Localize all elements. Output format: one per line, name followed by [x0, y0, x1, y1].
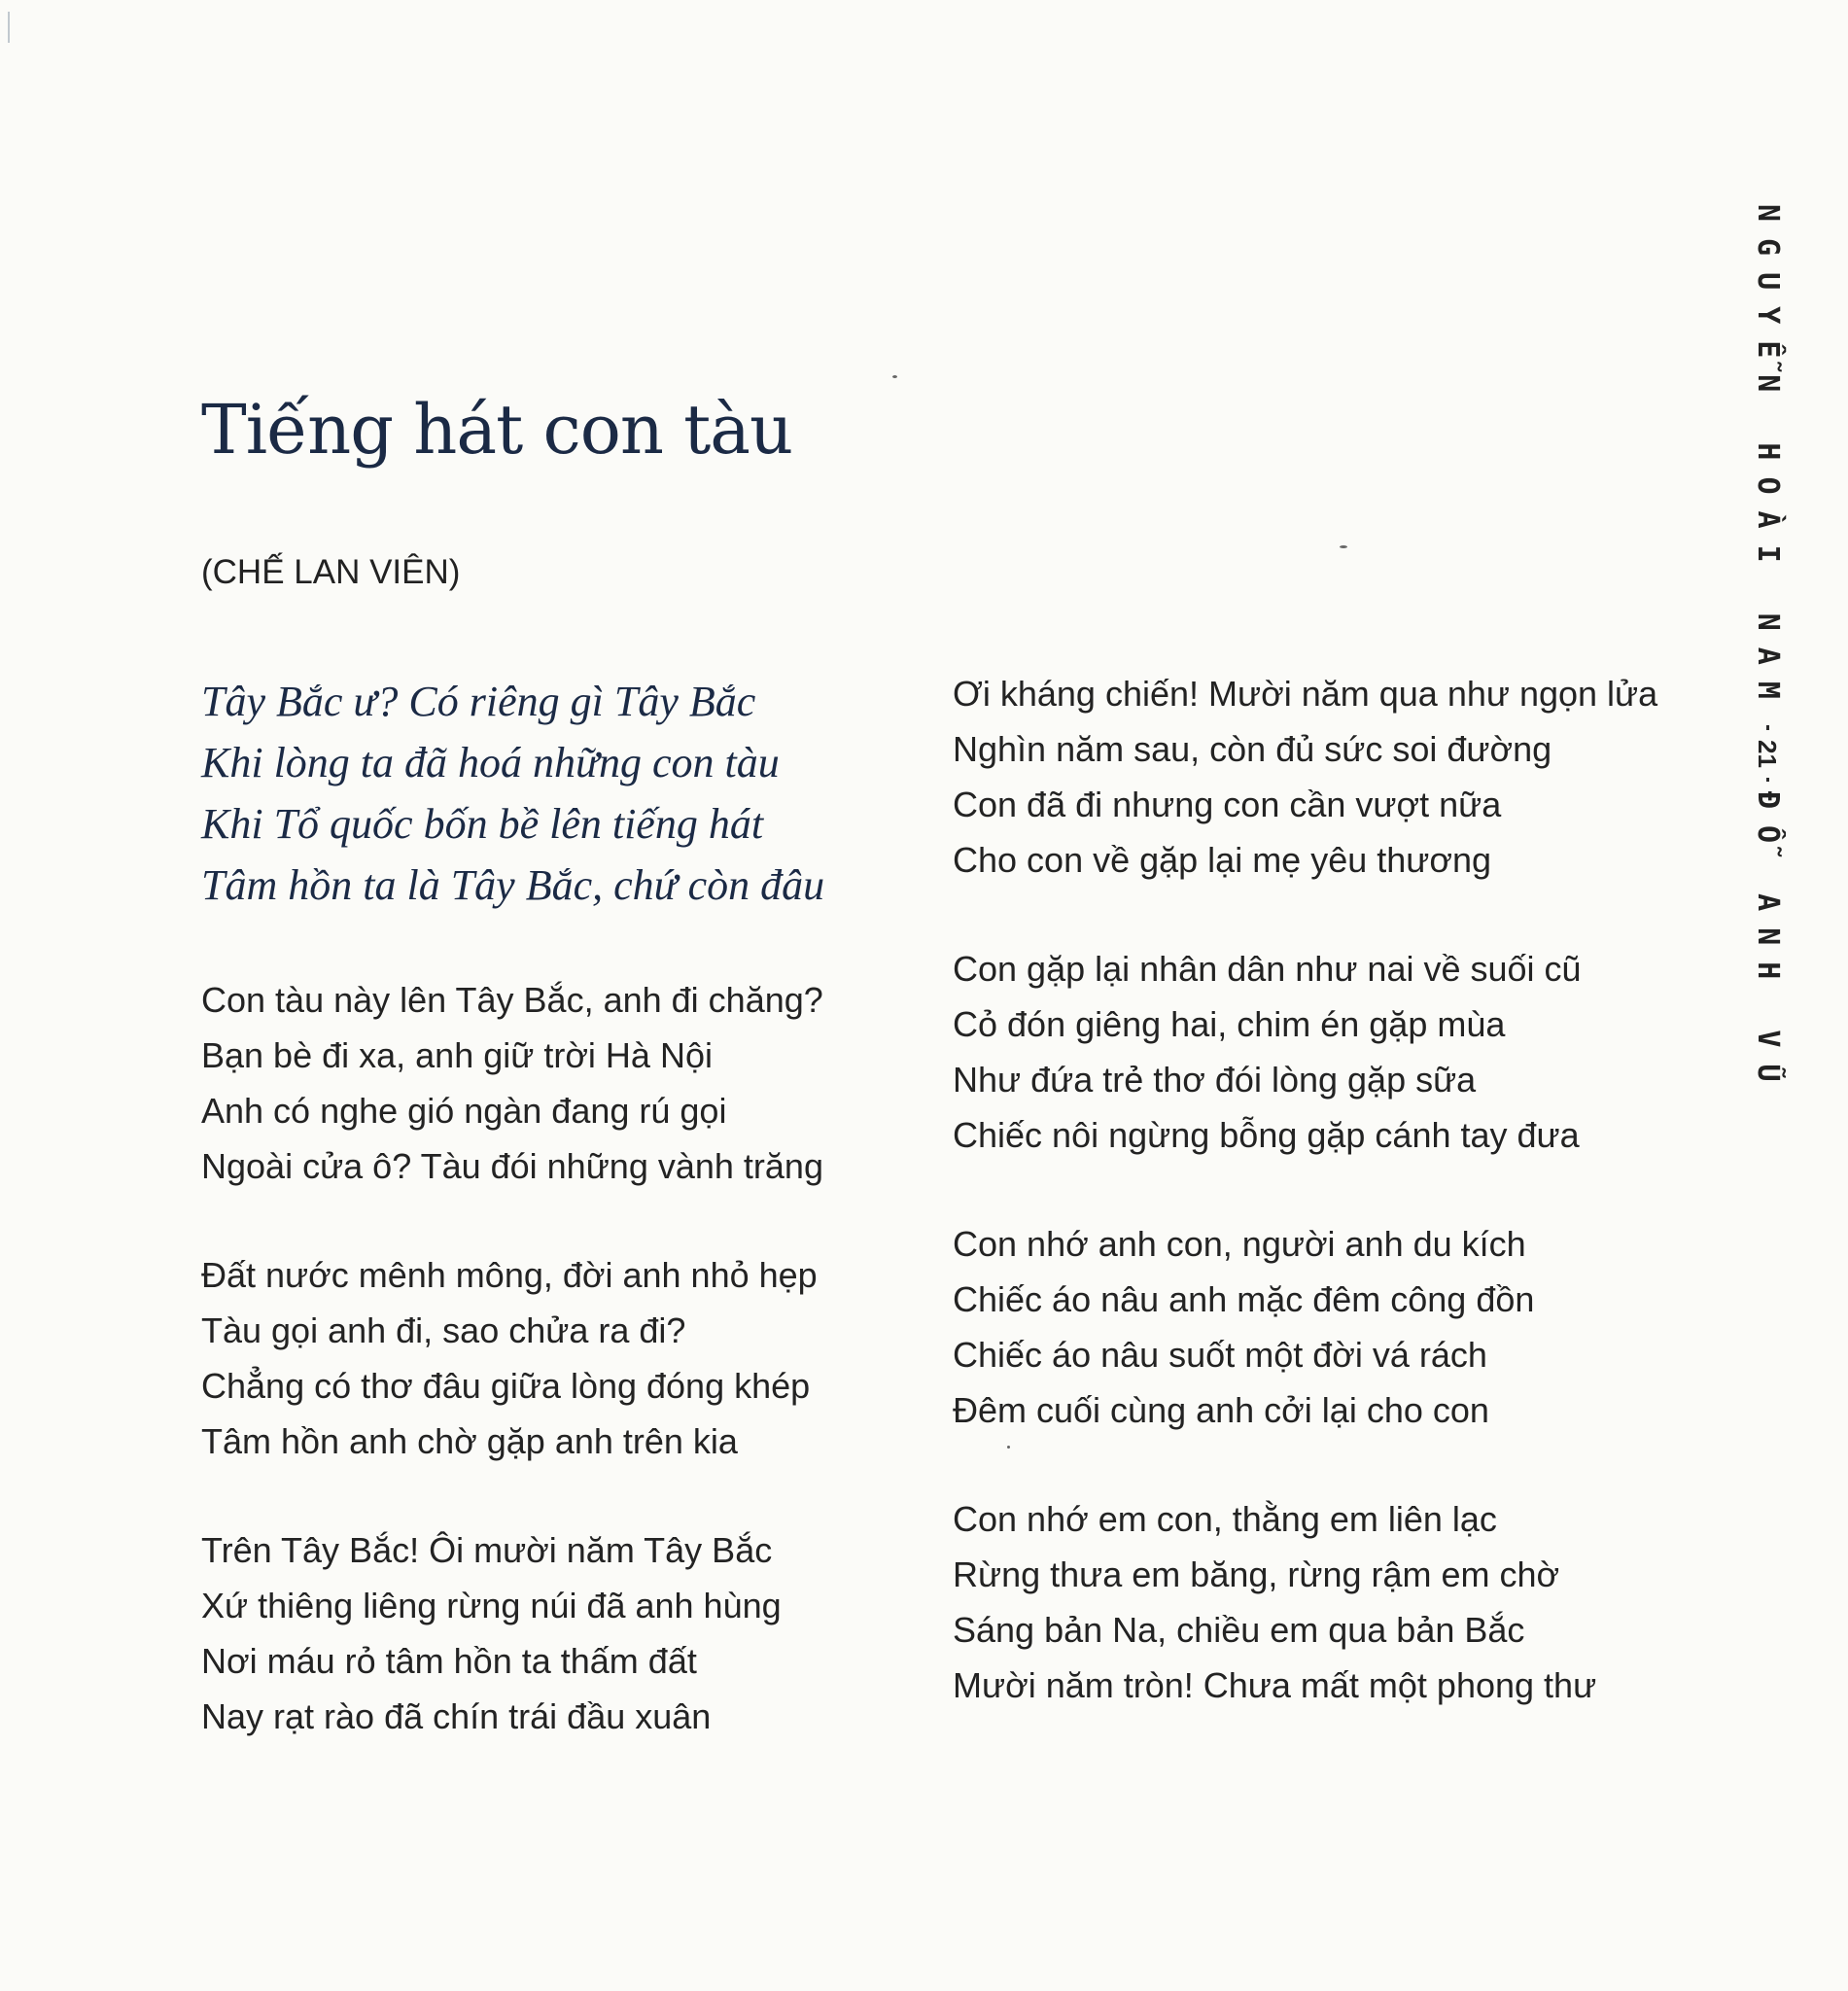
poem-line: Tâm hồn anh chờ gặp anh trên kia [201, 1421, 738, 1461]
poem-line: Con nhớ anh con, người anh du kích [953, 1224, 1526, 1264]
running-header-author-one: NGUYỄN HOÀI NAM [1751, 204, 1785, 716]
stanza [953, 666, 1672, 888]
running-header-author-two: ĐỖ ANH VŨ [1751, 791, 1785, 1099]
poem-line: Xứ thiêng liêng rừng núi đã anh hùng [201, 1586, 782, 1625]
poem-line: Ngoài cửa ô? Tàu đói những vành trăng [201, 1146, 823, 1186]
stanza [201, 671, 921, 916]
poem-line: Mười năm tròn! Chưa mất một phong thư [953, 1665, 1597, 1705]
poem-line: Chiếc áo nâu anh mặc đêm công đồn [953, 1279, 1535, 1319]
right-column [953, 666, 1672, 1766]
poem-line: Đất nước mênh mông, đời anh nhỏ hẹp [201, 1255, 818, 1295]
page-number: 21 [1753, 739, 1782, 768]
poem-line: Chiếc nôi ngừng bỗng gặp cánh tay đưa [953, 1115, 1580, 1155]
poem-line: Bạn bè đi xa, anh giữ trời Hà Nội [201, 1035, 713, 1075]
poem-line: Khi lòng ta đã hoá những con tàu [201, 739, 780, 786]
running-header [1745, 204, 1790, 1099]
poem-line: Tây Bắc ư? Có riêng gì Tây Bắc [201, 678, 756, 725]
poem-line: Rừng thưa em băng, rừng rậm em chờ [953, 1554, 1560, 1594]
poem-line: Nghìn năm sau, còn đủ sức soi đường [953, 729, 1552, 769]
poem-line: Tàu gọi anh đi, sao chửa ra đi? [201, 1310, 686, 1350]
paper-speck [892, 375, 897, 378]
poem-line: Tâm hồn ta là Tây Bắc, chứ còn đâu [201, 861, 825, 909]
poem-line: Nơi máu rỏ tâm hồn ta thấm đất [201, 1641, 697, 1681]
poem-line: Chiếc áo nâu suốt một đời vá rách [953, 1335, 1487, 1375]
poem-line: Như đứa trẻ thơ đói lòng gặp sữa [953, 1060, 1477, 1100]
poem-line: Khi Tổ quốc bốn bề lên tiếng hát [201, 800, 764, 848]
poem-line: Đêm cuối cùng anh cởi lại cho con [953, 1390, 1489, 1430]
paper-speck [1007, 1446, 1010, 1449]
poem-line: Chẳng có thơ đâu giữa lòng đóng khép [201, 1366, 811, 1406]
poem-line: Con tàu này lên Tây Bắc, anh đi chăng? [201, 980, 823, 1020]
running-header-divider [1766, 778, 1769, 783]
poem-line: Anh có nghe gió ngàn đang rú gọi [201, 1091, 727, 1131]
poem-line: Con nhớ em con, thằng em liên lạc [953, 1499, 1497, 1539]
poem-line: Con gặp lại nhân dân như nai về suối cũ [953, 949, 1582, 989]
poem-line: Sáng bản Na, chiều em qua bản Bắc [953, 1610, 1525, 1650]
left-column [201, 671, 921, 1798]
poem-line: Trên Tây Bắc! Ôi mười năm Tây Bắc [201, 1530, 773, 1570]
poem-line: Cỏ đón giêng hai, chim én gặp mùa [953, 1004, 1506, 1044]
poem-line: Cho con về gặp lại mẹ yêu thương [953, 840, 1492, 880]
poem-line: Con đã đi nhưng con cần vượt nữa [953, 785, 1502, 824]
poem-line: Nay rạt rào đã chín trái đầu xuân [201, 1696, 712, 1736]
stanza [201, 1522, 921, 1744]
poem-line: Ơi kháng chiến! Mười năm qua như ngọn lửa [953, 674, 1658, 714]
poem-author: (CHẾ LAN VIÊN) [201, 553, 461, 591]
poem-title: Tiếng hát con tàu [201, 390, 793, 470]
stanza [953, 1491, 1672, 1713]
page-edge-mark [8, 12, 10, 43]
paper-speck [1340, 545, 1347, 548]
stanza [953, 941, 1672, 1163]
stanza [201, 972, 921, 1194]
running-header-divider [1766, 725, 1769, 730]
stanza [953, 1216, 1672, 1438]
stanza [201, 1247, 921, 1469]
